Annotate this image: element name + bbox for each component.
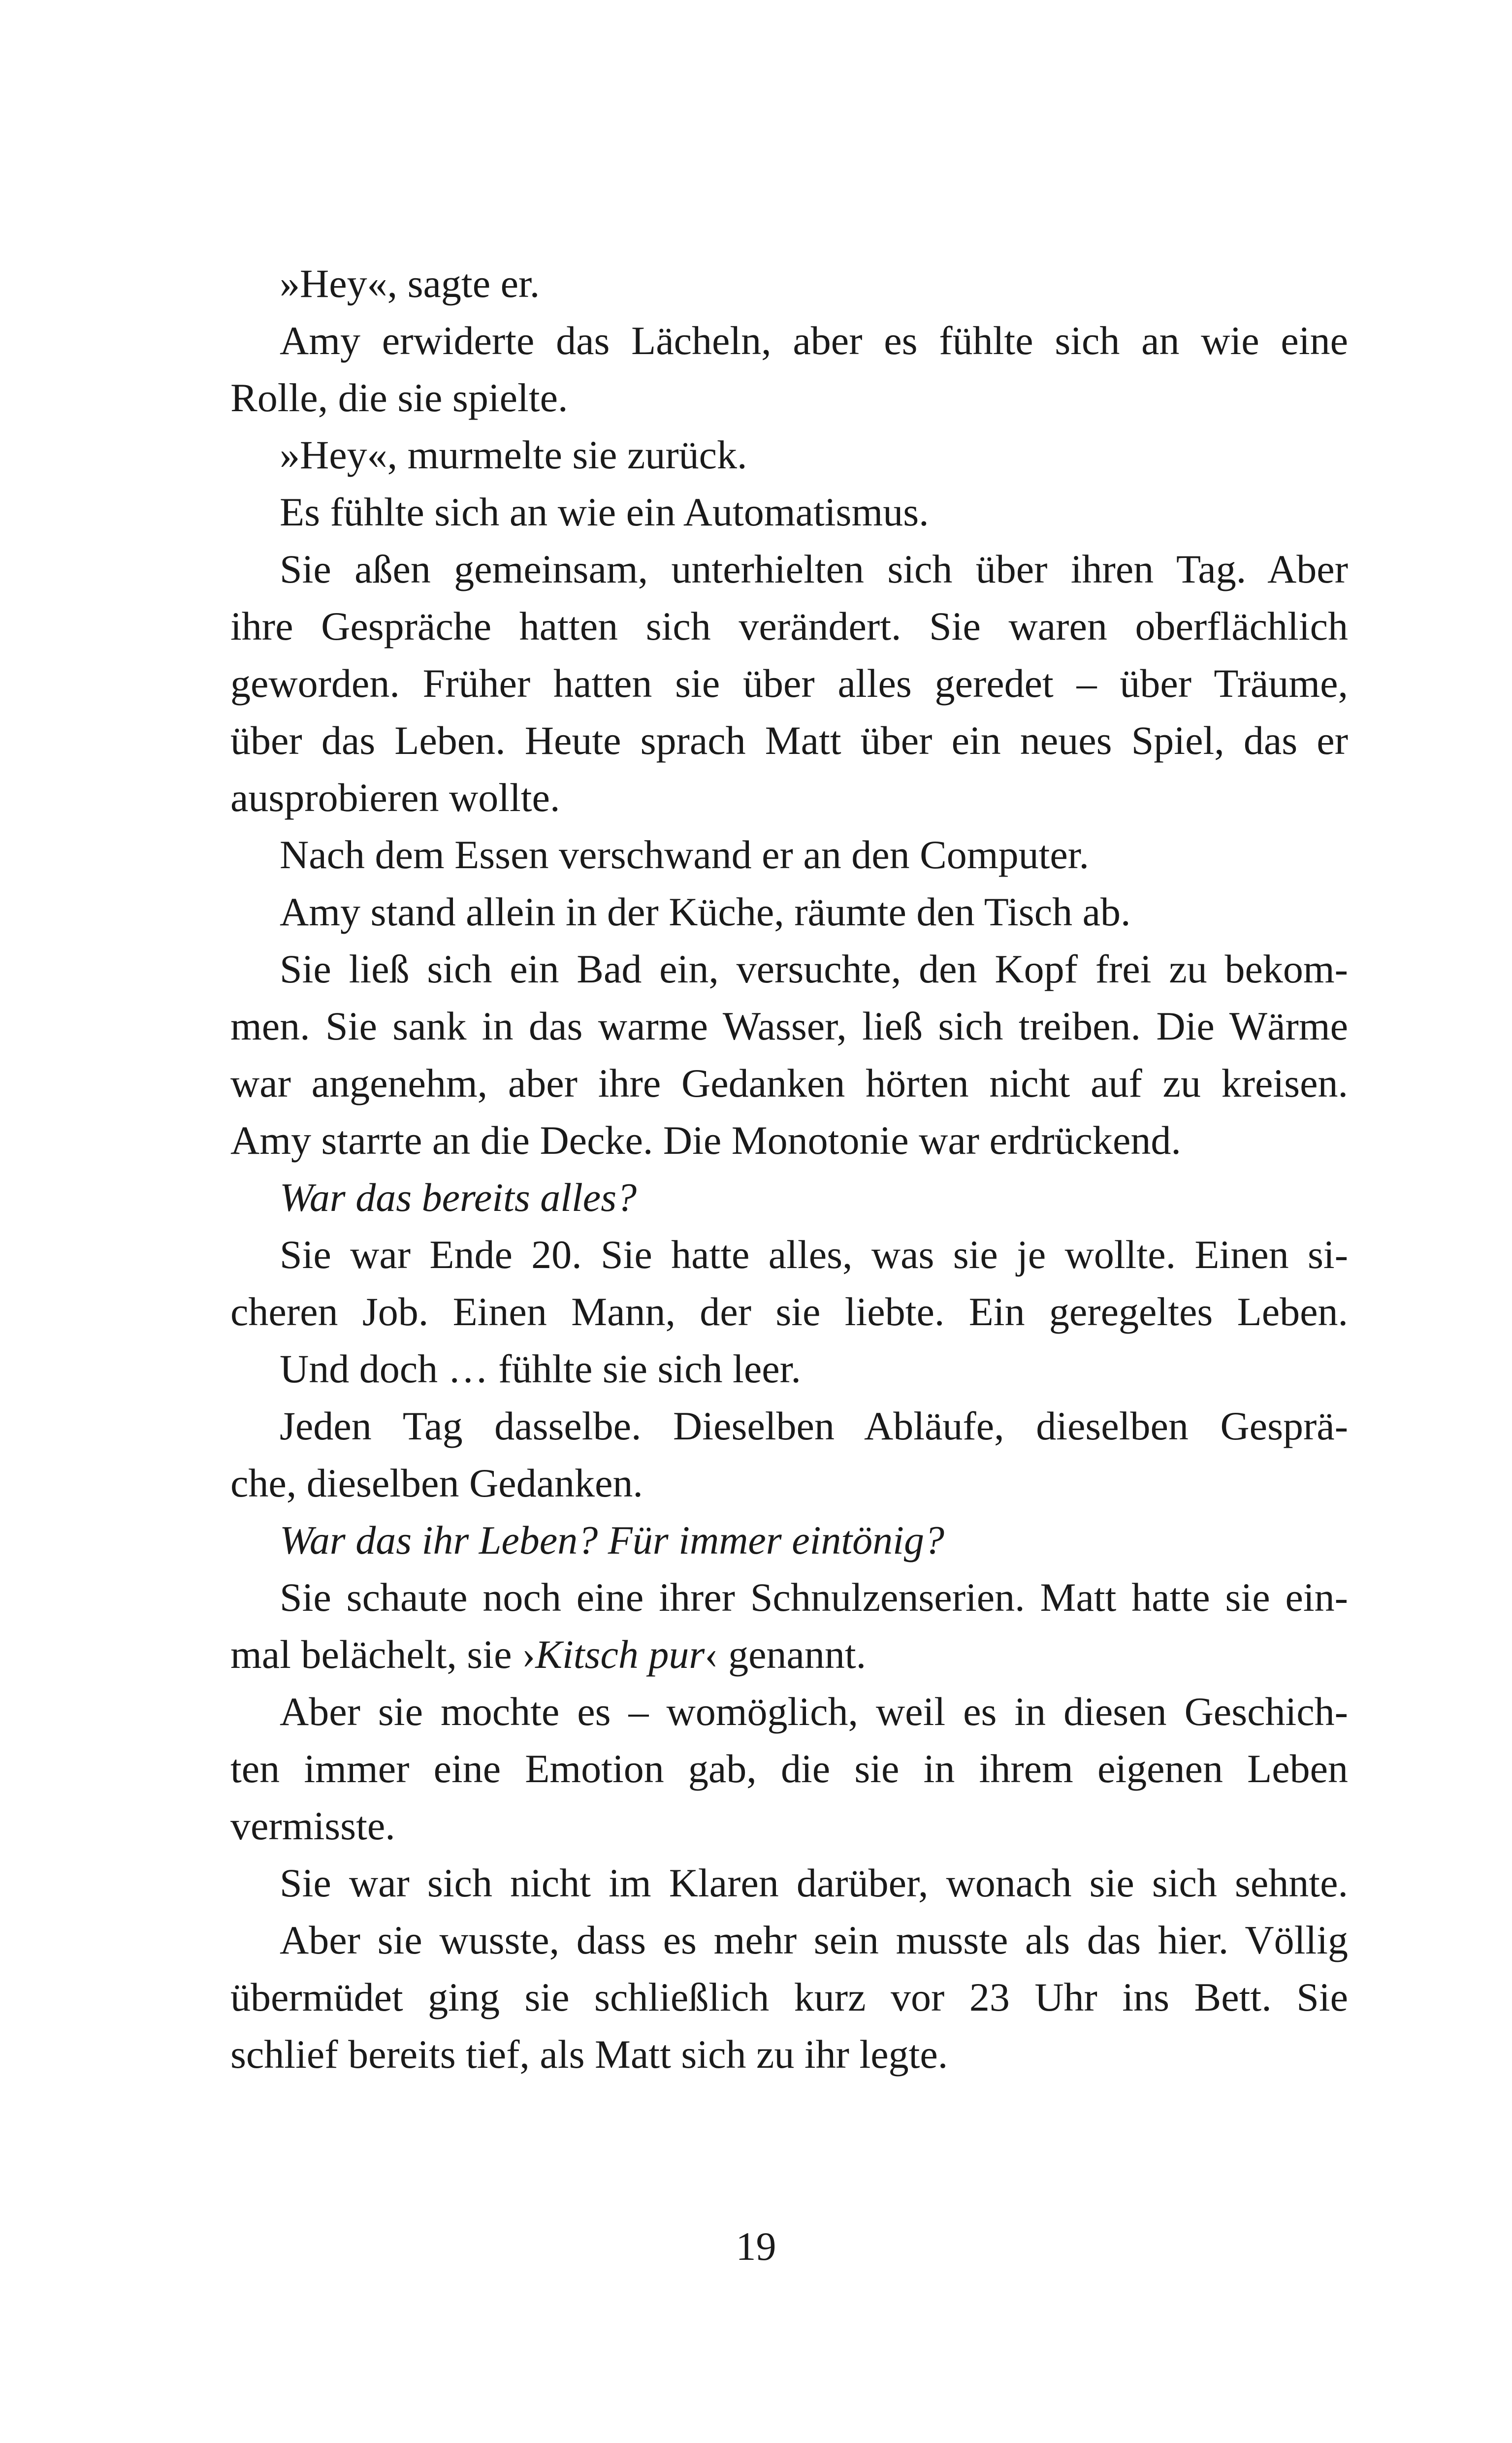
text-line: Sie schaute noch eine ihrer Schnulzenserien. Matt hatte sie ein- [280, 1575, 1348, 1620]
text-line: Amy starrte an die Decke. Die Monotonie war erdrückend. [230, 1118, 1181, 1163]
text-line [230, 1520, 1348, 1561]
text-line: Rolle, die sie spielte. [230, 375, 568, 420]
text-line: Sie war Ende 20. Sie hatte alles, was sie je wollte. Einen si- [280, 1232, 1348, 1277]
text-line: übermüdet ging sie schließlich kurz vor 23 Uhr ins Bett. Sie [230, 1975, 1348, 2020]
text-line: cheren Job. Einen Mann, der sie liebte. Ein geregeltes Leben. [230, 1289, 1348, 1334]
text-line [230, 1634, 1348, 1675]
text-line: war angenehm, aber ihre Gedanken hörten nicht auf zu kreisen. [230, 1061, 1348, 1106]
text-line: »Hey«, murmelte sie zurück. [280, 432, 747, 477]
text-line: Und doch … fühlte sie sich leer. [280, 1346, 801, 1391]
page-number: 19 [736, 2224, 776, 2269]
text-line: Sie aßen gemeinsam, unterhielten sich über ihren Tag. Aber [280, 547, 1348, 591]
text-line: geworden. Früher hatten sie über alles geredet – über Träume, [230, 661, 1348, 706]
text-line: Es fühlte sich an wie ein Automatismus. [280, 489, 929, 534]
text-line: »Hey«, sagte er. [280, 261, 540, 306]
text-line: Jeden Tag dasselbe. Dieselben Abläufe, dieselben Gesprä- [280, 1403, 1348, 1448]
text-line: che, dieselben Gedanken. [230, 1461, 643, 1505]
italic-thought: War das bereits alles? [280, 1175, 637, 1220]
text-line: vermisste. [230, 1803, 395, 1848]
text-line: Amy erwiderte das Lächeln, aber es fühlte sich an wie eine [280, 318, 1348, 363]
text-line [230, 1177, 1348, 1218]
text-line: ten immer eine Emotion gab, die sie in ihrem eigenen Leben [230, 1746, 1348, 1791]
text-line: über das Leben. Heute sprach Matt über ein neues Spiel, das er [230, 718, 1348, 763]
text-line: ihre Gespräche hatten sich verändert. Sie waren oberflächlich [230, 604, 1348, 649]
text-line: schlief bereits tief, als Matt sich zu ihr legte. [230, 2032, 948, 2077]
text-line: Aber sie wusste, dass es mehr sein musste als das hier. Völlig [280, 1918, 1348, 1962]
text-line: ausprobieren wollte. [230, 775, 560, 820]
text-segment: mal belächelt, sie › [230, 1632, 536, 1677]
text-line: Aber sie mochte es – womöglich, weil es in diesen Geschich- [280, 1689, 1348, 1734]
text-line: Amy stand allein in der Küche, räumte den Tisch ab. [280, 889, 1131, 934]
text-line: Nach dem Essen verschwand er an den Computer. [280, 832, 1090, 877]
italic-thought: War das ihr Leben? Für immer eintönig? [280, 1518, 944, 1563]
text-line: Sie war sich nicht im Klaren darüber, wonach sie sich sehnte. [280, 1860, 1348, 1905]
text-line: men. Sie sank in das warme Wasser, ließ sich treiben. Die Wärme [230, 1004, 1348, 1048]
text-line: Sie ließ sich ein Bad ein, versuchte, den Kopf frei zu bekom- [280, 946, 1348, 991]
italic-quote: Kitsch pur [535, 1632, 705, 1677]
text-segment: ‹ genannt. [705, 1632, 867, 1677]
